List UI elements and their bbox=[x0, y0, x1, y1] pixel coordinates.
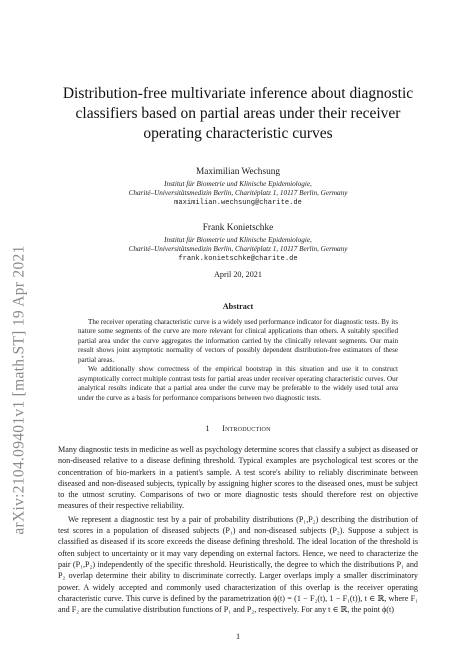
author-name: Maximilian Wechsung bbox=[195, 167, 281, 177]
author-block-1 bbox=[58, 166, 418, 208]
author-name: Frank Konietschke bbox=[202, 223, 274, 233]
body-paragraph-1: Many diagnostic tests in medicine as well as psychology determine scores that classify a subject as diseased or non-diseased relative to a disease defining threshold. Typical examples are psychological test scores or the concentration of bio-markers in a patient's sample. A test score's ability to reliably discriminate between diseased and non-diseased subjects, typically by assigning higher scores to the diseased ones, must be subject to the utmost scrutiny. Comparisons of two or more diagnostic tests should therefore rest on objective measures of their respective reliability. bbox=[58, 445, 418, 511]
arxiv-identifier: arXiv:2104.09401v1 [math.ST] 19 Apr 2021 bbox=[11, 245, 29, 535]
title-line-1: Distribution-free multivariate inference about diagnostic bbox=[62, 85, 414, 102]
author-affiliation-line-2: Charité–Universitätsmedizin Berlin, Charitéplatz 1, 10117 Berlin, Germany bbox=[128, 189, 348, 198]
author-affiliation-line-1: Institut für Biometrie und Klinische Epidemiologie, bbox=[164, 180, 312, 188]
abstract-paragraph-2: We additionally show correctness of the empirical bootstrap in this situation and use it to construct asymptotically correct multiple contrast tests for partial areas under receiver operating characteristic curves. Our analytical results indicate that a partial area under the curve may be preferable to the widely used total area under the curve as a basis for performance comparisons between two diagnostic tests. bbox=[78, 365, 398, 402]
author-affiliation-line-1: Institut für Biometrie und Klinische Epidemiologie, bbox=[164, 236, 312, 244]
abstract-body bbox=[78, 318, 398, 403]
author-email: frank.konietschke@charite.de bbox=[178, 254, 298, 263]
page-number: 1 bbox=[235, 632, 241, 641]
title-line-3: operating characteristic curves bbox=[143, 125, 333, 142]
paper-title bbox=[58, 84, 418, 144]
body-paragraph-2: We represent a diagnostic test by a pair of probability distributions (P₁,P₂) describing the distribution of test scores in a population of diseased subjects (P₁) and non-diseased subjects (P₂). Suppose a subject is classified as diseased if its score exceeds the disease defining threshold. The ideal location of the threshold is often subject to uncertainty or it may vary depending on external factors. Hence, we need to characterize the pair (P₁,P₂) independently of the specific threshold. Heuristically, the degree to which the distributions P₁ and P₂ overlap determine their ability to discriminate correctly. Larger overlaps imply a smaller discriminatory power. A widely accepted and commonly used characterization of this overlap is the receiver operating characteristic curve. This curve is defined by the parametrization ϕ(t) = (1 − F₂(t), 1 − F₁(t)), t ∈ ℝ, where F₁ and F₂ are the cumulative distribution functions of P₁ and P₂, respectively. For any t ∈ ℝ, the point ϕ(t) bbox=[58, 514, 418, 615]
author-email: maximilian.wechsung@charite.de bbox=[174, 198, 302, 207]
section-title: Introduction bbox=[222, 424, 271, 433]
body-text bbox=[58, 444, 418, 617]
section-heading bbox=[58, 424, 418, 433]
title-line-2: classifiers based on partial areas under their receiver bbox=[75, 105, 401, 122]
arxiv-sidebar-stamp bbox=[8, 185, 32, 595]
section-number: 1 bbox=[205, 424, 210, 433]
author-affiliation-line-2: Charité–Universitätsmedizin Berlin, Charitéplatz 1, 10117 Berlin, Germany bbox=[128, 245, 348, 254]
paper-date: April 20, 2021 bbox=[214, 270, 262, 279]
author-block-2 bbox=[58, 222, 418, 264]
abstract-heading: Abstract bbox=[222, 302, 254, 311]
abstract-paragraph-1: The receiver operating characteristic curve is a widely used performance indicator for diagnostic tests. By its nature some segments of the curve are more relevant for clinical applications than others. A suitably specified partial area under the curve aggregates the information carried by the clinically relevant segments. Our main result shows joint asymptotic normality of vectors of possibly dependent distribution-free estimators of these partial areas. bbox=[78, 318, 398, 364]
